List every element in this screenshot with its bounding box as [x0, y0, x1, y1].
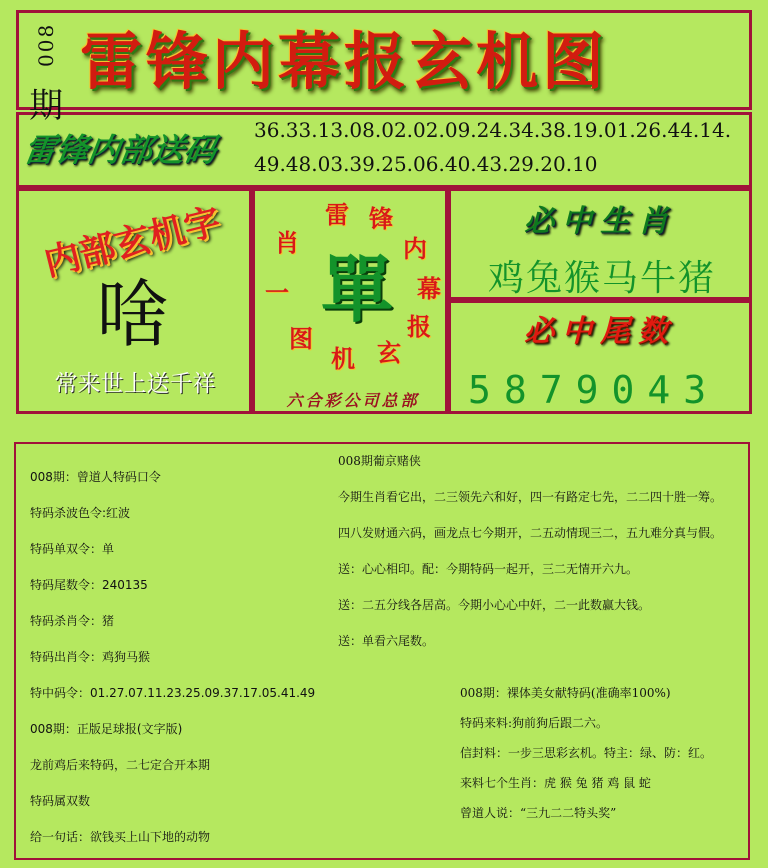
ring-char-2: 锋 — [369, 204, 393, 233]
tail-label: 必中尾数 — [524, 314, 676, 349]
ring-char-10: 肖 — [275, 228, 299, 257]
issue-badge — [24, 14, 68, 126]
left-line-10: 特码属双数 — [30, 794, 91, 808]
right-bottom-line-4: 来料七个生肖：虎 猴 兔 猪 鸡 鼠 蛇 — [460, 776, 651, 790]
right-top-line-5: 送：二五分线各居高。今期小心心中奸，二一此数赢大钱。 — [338, 598, 651, 612]
right-top-line-6: 送：单看六尾数。 — [338, 634, 435, 648]
page-title: 雷锋内幕报玄机图 — [80, 25, 609, 98]
left-line-5: 特码杀肖令：猪 — [30, 614, 115, 628]
left-line-7: 特中码令：01.27.07.11.23.25.09.37.17.05.41.49 — [30, 686, 316, 700]
right-bottom-line-3: 信封料：一步三思彩玄机。特主：绿、防：红。 — [460, 746, 713, 760]
left-line-6: 特码出肖令：鸡狗马猴 — [30, 650, 151, 664]
ring-char-6: 玄 — [377, 338, 401, 367]
right-top-line-2: 今期生肖看它出，二三领先六和好，四一有路定七先，二二四十胜一筹。 — [338, 490, 723, 504]
ring-char-3: 内 — [403, 234, 427, 263]
left-line-1: 008期：曾道人特码口令 — [30, 470, 161, 484]
internal-code-line-1: 36.33.13.08.02.02.09.24.34.38.19.01.26.44.14. — [254, 118, 732, 142]
internal-code-line-2: 49.48.03.39.25.06.40.43.29.20.10 — [254, 152, 598, 176]
right-top-line-3: 四八发财通六码，画龙点七今期开，二五动情现三二，五九难分真与假。 — [338, 526, 723, 540]
issue-suffix: 期 — [29, 86, 63, 126]
ring-char-9: 一 — [265, 278, 289, 307]
ring-char-5: 报 — [407, 312, 431, 341]
zodiac-label: 必中生肖 — [524, 204, 676, 239]
left-line-8: 008期：正版足球报(文字版) — [30, 722, 183, 736]
left-line-2: 特码杀波色令:红波 — [30, 506, 131, 520]
internal-code-label: 雷锋内部送码 — [21, 131, 219, 169]
secret-word-label: 内部玄机字 — [39, 200, 225, 285]
right-bottom-line-1: 008期：裸体美女献特码(准确率100%) — [460, 686, 671, 700]
left-line-9: 龙前鸡后来特码，二七定合开本期 — [30, 758, 211, 772]
left-line-3: 特码单双令：单 — [30, 542, 115, 556]
zodiac-value: 鸡兔猴马牛猪 — [487, 258, 716, 299]
right-top-line-1: 008期葡京赌侠 — [338, 454, 421, 468]
right-bottom-line-5: 曾道人说：“三九二二特头奖” — [460, 806, 617, 820]
ring-char-7: 机 — [331, 344, 355, 373]
ring-char-1: 雷 — [325, 200, 349, 229]
company-label: 六合彩公司总部 — [286, 391, 420, 410]
center-character: 單 — [320, 247, 393, 332]
right-bottom-line-2: 特码来料:狗前狗后跟二六。 — [460, 716, 609, 730]
slogan: 常来世上送千祥 — [54, 371, 216, 397]
tail-value: 5879043 — [468, 368, 720, 412]
left-line-4: 特码尾数令：240135 — [30, 578, 148, 592]
issue-number: 008 — [34, 22, 58, 68]
left-line-11: 给一句话：欲钱买上山下地的动物 — [30, 830, 211, 844]
secret-character: 啥 — [96, 272, 170, 358]
ring-char-4: 幕 — [417, 274, 441, 303]
ring-char-8: 图 — [289, 324, 313, 353]
right-top-line-4: 送：心心相印。配：今期特码一起开，三二无情开六九。 — [338, 562, 639, 576]
